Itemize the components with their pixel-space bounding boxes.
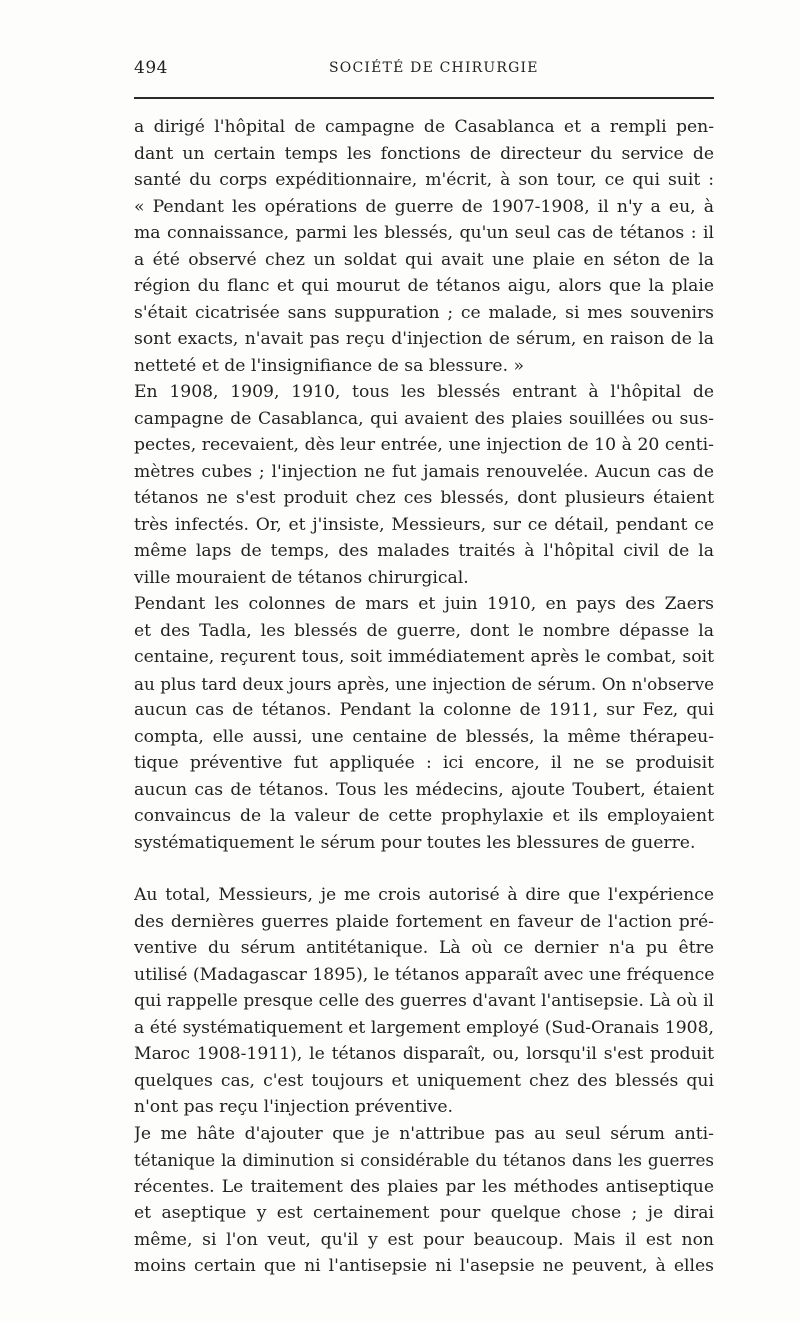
text-line: moins certain que ni l'antisepsie ni l'asepsie ne peuvent, à elles	[134, 1256, 714, 1276]
text-line: santé du corps expéditionnaire, m'écrit, à son tour, ce qui suit :	[134, 170, 714, 190]
text-line: récentes. Le traitement des plaies par les méthodes antiseptique	[134, 1176, 714, 1197]
text-line: s'était cicatrisée sans suppuration ; ce malade, si mes souvenirs	[134, 302, 714, 323]
text-line: sont exacts, n'avait pas reçu d'injection de sérum, en raison de la	[134, 329, 714, 349]
paragraph-1	[134, 114, 714, 194]
text-line: région du flanc et qui mourut de tétanos aigu, alors que la plaie	[134, 276, 714, 296]
text-line: qui rappelle presque celle des guerres d'avant l'antisepsie. Là où il	[134, 991, 714, 1011]
text-line: centaine, reçurent tous, soit immédiatement après le combat, soit	[134, 647, 714, 667]
text-line: a été systématiquement et largement employé (Sud-Oranais 1908,	[134, 1017, 714, 1038]
text-line: Maroc 1908-1911), le tétanos disparaît, ou, lorsqu'il s'est produit	[134, 1044, 714, 1064]
text-line: a dirigé l'hôpital de campagne de Casablanca et a rempli pen-	[134, 117, 714, 137]
text-line: au plus tard deux jours après, une injection de sérum. On n'observe	[134, 673, 714, 694]
text-line: même, si l'on veut, qu'il y est pour beaucoup. Mais il est non	[134, 1229, 714, 1250]
paragraph-2	[134, 194, 714, 380]
body-text	[134, 114, 714, 1280]
text-line: a été observé chez un soldat qui avait une plaie en séton de la	[134, 249, 714, 270]
paragraph-3	[134, 379, 714, 591]
text-line: En 1908, 1909, 1910, tous les blessés entrant à l'hôpital de	[134, 382, 714, 402]
text-line: ville mouraient de tétanos chirurgical.	[134, 567, 469, 588]
header-rule	[134, 97, 714, 99]
text-line: systématiquement le sérum pour toutes les blessures de guerre.	[134, 832, 696, 853]
text-line: mètres cubes ; l'injection ne fut jamais renouvelée. Aucun cas de	[134, 461, 714, 482]
text-line: ventive du sérum antitétanique. Là où ce dernier n'a pu être	[134, 938, 714, 958]
text-line: utilisé (Madagascar 1895), le tétanos apparaît avec une fréquence	[134, 964, 714, 985]
text-line: n'ont pas reçu l'injection préventive.	[134, 1097, 453, 1117]
page-header	[134, 58, 714, 84]
running-head: SOCIÉTÉ DE CHIRURGIE	[329, 60, 539, 76]
text-line: tétanique la diminution si considérable du tétanos dans les guerres	[134, 1150, 714, 1170]
text-line: Pendant les colonnes de mars et juin 1910, en pays des Zaers	[134, 594, 714, 614]
text-line: netteté et de l'insignifiance de sa blessure. »	[134, 355, 525, 376]
text-line: pectes, recevaient, dès leur entrée, une injection de 10 à 20 centi-	[134, 435, 714, 455]
text-line: très infectés. Or, et j'insiste, Messieurs, sur ce détail, pendant ce	[134, 514, 714, 535]
text-line: « Pendant les opérations de guerre de 1907-1908, il n'y a eu, à	[134, 196, 714, 217]
text-line: quelques cas, c'est toujours et uniquement chez des blessés qui	[134, 1070, 714, 1091]
text-line: ma connaissance, parmi les blessés, qu'un seul cas de tétanos : il	[134, 223, 714, 243]
text-line: dant un certain temps les fonctions de directeur du service de	[134, 143, 714, 164]
text-line: même laps de temps, des malades traités à l'hôpital civil de la	[134, 541, 714, 561]
text-line: convaincus de la valeur de cette prophylaxie et ils employaient	[134, 806, 714, 826]
text-line: des dernières guerres plaide fortement en faveur de l'action pré-	[134, 911, 714, 932]
text-line: aucun cas de tétanos. Pendant la colonne de 1911, sur Fez, qui	[134, 700, 714, 720]
text-line: aucun cas de tétanos. Tous les médecins, ajoute Toubert, étaient	[134, 779, 714, 800]
text-line: et des Tadla, les blessés de guerre, dont le nombre dépasse la	[134, 620, 714, 641]
text-line: Je me hâte d'ajouter que je n'attribue pas au seul sérum anti-	[134, 1123, 714, 1144]
paragraph-6	[134, 1121, 714, 1280]
text-line: campagne de Casablanca, qui avaient des plaies souillées ou sus-	[134, 408, 714, 429]
paragraph-4	[134, 591, 714, 856]
text-line: tique préventive fut appliquée : ici encore, il ne se produisit	[134, 753, 714, 773]
section-gap	[134, 856, 714, 882]
text-line: compta, elle aussi, une centaine de blessés, la même thérapeu-	[134, 726, 714, 747]
text-line: tétanos ne s'est produit chez ces blessés, dont plusieurs étaient	[134, 488, 714, 508]
paragraph-5	[134, 882, 714, 1121]
text-line: Au total, Messieurs, je me crois autorisé à dire que l'expérience	[134, 885, 714, 905]
text-line: et aseptique y est certainement pour quelque chose ; je dirai	[134, 1203, 714, 1223]
page-number: 494	[134, 58, 168, 78]
